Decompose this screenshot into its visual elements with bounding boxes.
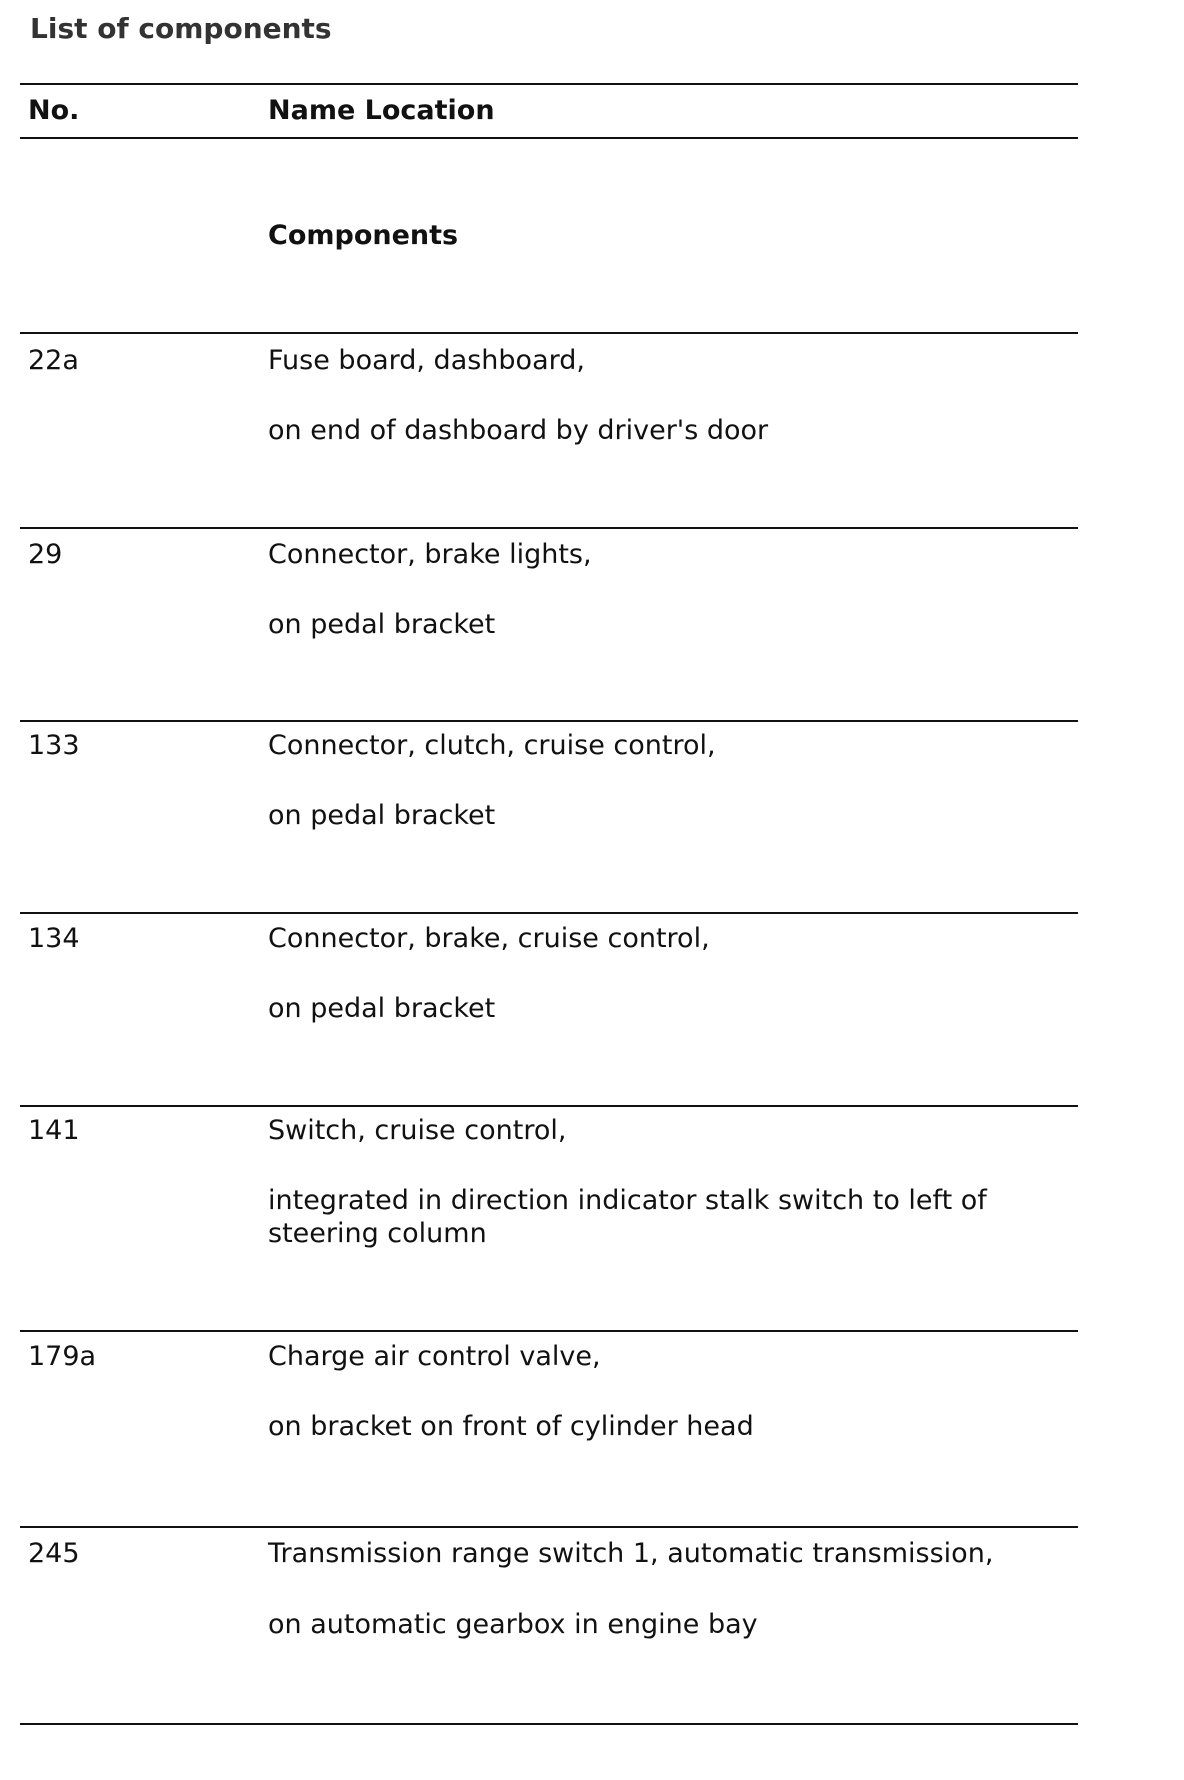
component-name: Connector, brake, cruise control, (268, 923, 710, 954)
row-number: 179a (28, 1341, 97, 1372)
row-rule (20, 720, 1078, 722)
row-rule (20, 527, 1078, 529)
component-location: on end of dashboard by driver's door (268, 415, 769, 446)
header-name-location: Name Location (268, 95, 495, 126)
component-name: Charge air control valve, (268, 1341, 601, 1372)
row-rule (20, 332, 1078, 334)
row-number: 133 (28, 730, 80, 761)
component-location: on pedal bracket (268, 609, 496, 640)
component-name: Transmission range switch 1, automatic transmission, (268, 1538, 994, 1569)
row-number: 22a (28, 345, 79, 376)
component-location: on pedal bracket (268, 800, 496, 831)
row-number: 245 (28, 1538, 80, 1569)
table-bottom-rule (20, 1723, 1078, 1725)
row-rule (20, 1330, 1078, 1332)
row-rule (20, 1526, 1078, 1528)
document-title: List of components (30, 12, 332, 45)
component-location: on automatic gearbox in engine bay (268, 1609, 758, 1640)
row-rule (20, 912, 1078, 914)
table-top-rule (20, 83, 1078, 85)
row-number: 29 (28, 539, 63, 570)
row-number: 134 (28, 923, 80, 954)
section-heading: Components (268, 220, 459, 251)
component-name: Connector, clutch, cruise control, (268, 730, 716, 761)
header-rule (20, 137, 1078, 139)
row-rule (20, 1105, 1078, 1107)
row-number: 141 (28, 1115, 80, 1146)
component-location: on pedal bracket (268, 993, 496, 1024)
header-no: No. (28, 95, 80, 126)
component-name: Connector, brake lights, (268, 539, 592, 570)
component-location: on bracket on front of cylinder head (268, 1411, 754, 1442)
component-name: Switch, cruise control, (268, 1115, 567, 1146)
component-name: Fuse board, dashboard, (268, 345, 585, 376)
component-location: integrated in direction indicator stalk switch to left of steering column (268, 1185, 987, 1249)
